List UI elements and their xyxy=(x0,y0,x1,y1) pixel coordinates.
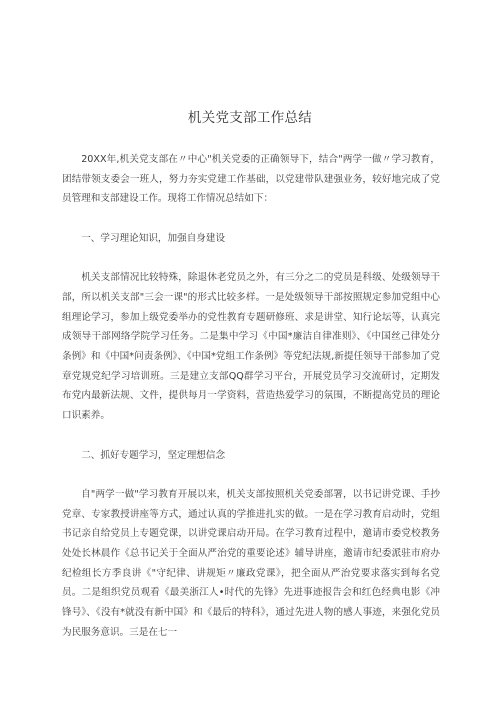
spacer xyxy=(62,426,440,446)
section-1-paragraph: 机关支部情况比较特殊，除退休老党员之外，有三分之二的党员是科级、处级领导干部，所以机关支部"三会一课"的形式比较多样。一是处级领导干部按照规定参加党组中心组理论学习，参加上级党委举办的党性教育专题研修班、求是讲堂、知行论坛等，认真完成领导干部网络学院学习任务。二是集中学习《中国*廉洁自律准则》、《中国丝己律处分条例》和《中国*问责条例》、《中国*党组工作条例》等党纪法规,新提任领导干部参加了党章党规党纪学习培训班。三是建立支部QQ群学习平台，开展党员学习交流研讨，定期发布党内最新法规、文件，提供每月一学资料，营造热爱学习的氛围，不断提高党员的理论口识素养。 xyxy=(62,272,440,422)
section-2-heading: 二、抓好专题学习，坚定理想信念 xyxy=(81,449,226,461)
section-1-heading: 一、学习理论知识，加强自身建设 xyxy=(81,232,226,244)
spacer xyxy=(62,249,440,269)
spacer xyxy=(62,465,440,485)
document-body xyxy=(62,150,440,643)
section-2-paragraph: 自"两学一做"学习教育开展以来，机关支部按照机关党委部署，以书记讲党课、手抄党章、专家教授讲座等方式，通过认真的学推进扎实的做。一是在学习教育启动时，党组书记亲自给党员上专题党课，以讲党课启动开局。在学习教育过程中，邀请市委党校教务处处长林晨作《总书记关于全面从严治党的重要论述》辅导讲座，邀请市纪委派驻市府办纪检组长方季良讲《"守纪律、讲规矩〃廉政党课》，把全面从严治党要求落实到每名党员。二是组织党员观看《最美浙江人•时代的先锋》先进事迹报告会和红色经典电影《冲锋号》、《没有*就没有新中国》和《最后的特科》，通过先进人物的感人事迹，来强化党员为民服务意识。三是在七一 xyxy=(62,488,440,638)
intro-paragraph: 20XX年,机关党支部在〃中心"机关党委的正确领导下，结合"两学一做〃学习教育，团结带领支委会一班人，努力夯实党建工作基础，以党建带队建强业务，较好地完成了党员管理和支部建设工作。现将工作情况总结如下： xyxy=(62,154,440,205)
document-title: 机关党支部工作总结 xyxy=(187,110,313,126)
spacer xyxy=(62,209,440,229)
